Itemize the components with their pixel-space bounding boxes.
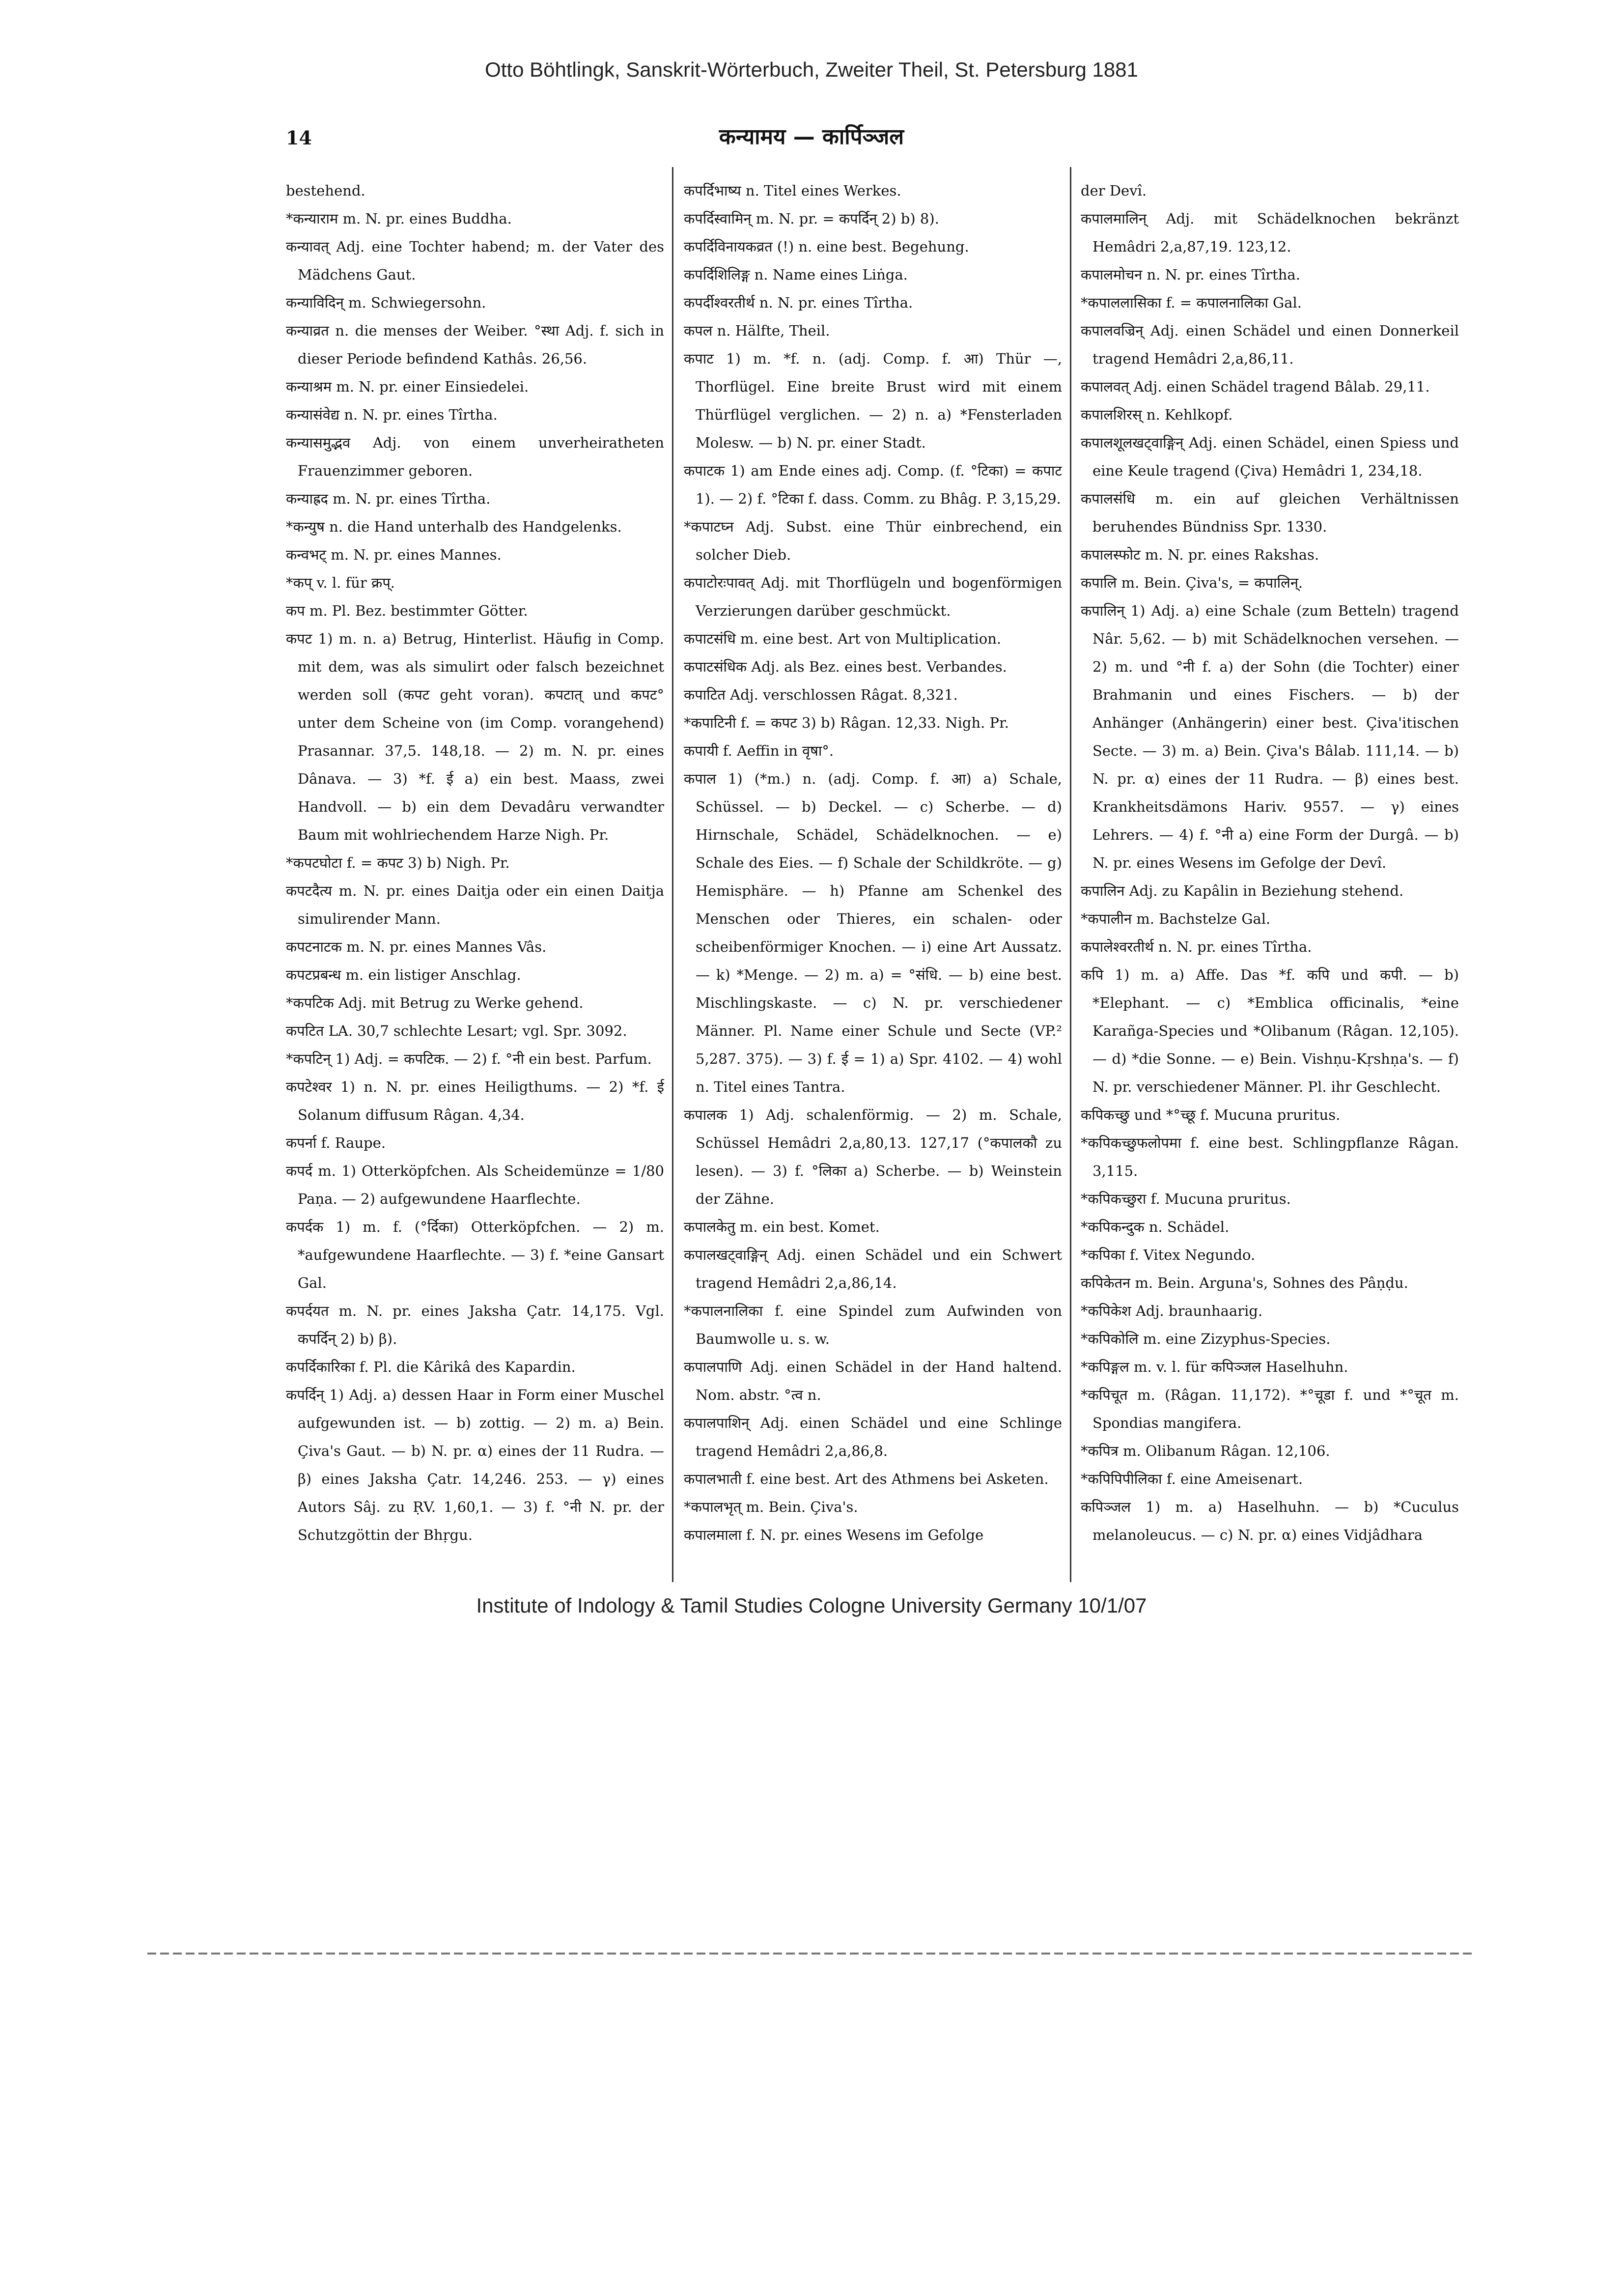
dictionary-entry: कपर्दीश्वरतीर्थ n. N. pr. eines Tîrtha. [684, 294, 913, 311]
dictionary-entry: कपालस्फोट m. N. pr. eines Rakshas. [1081, 546, 1319, 563]
dictionary-entry: कपर्दिकारिका f. Pl. die Kârikâ des Kapardin. [286, 1359, 576, 1375]
footer-credit: Institute of Indology & Tamil Studies Cologne University Germany 10/1/07 [476, 1594, 1147, 1617]
dictionary-entry: कपालि m. Bein. Çiva's, = कपालिन्. [1081, 574, 1303, 591]
dictionary-entry: कप m. Pl. Bez. bestimmter Götter. [286, 602, 528, 619]
dictionary-entry: कपटित LA. 30,7 schlechte Lesart; vgl. Spr. 3092. [286, 1022, 627, 1039]
dictionary-entry: *कपालभृत् m. Bein. Çiva's. [684, 1499, 858, 1515]
dictionary-entry: कपालवत् Adj. einen Schädel tragend Bâlab. 29,11. [1081, 378, 1430, 395]
dictionary-entry: *कपिचूत m. (Râgan. 11,172). *°चूडा f. und *°चूत m. Spondias mangifera. [1081, 1387, 1459, 1431]
dictionary-entry: कन्यासमुद्भव Adj. von einem unverheiratheten Frauenzimmer geboren. [286, 434, 664, 479]
dictionary-entry: कपट 1) m. n. a) Betrug, Hinterlist. Häufig in Comp. mit dem, was als simulirt oder falsch bezeichnet werden soll (कपट geht voran). कपटात् und कपट° unter dem Scheine von (im Comp. vorangehend) Prasannar. 37,5. 148,18. — 2) m. N. pr. eines Dânava. — 3) *f. ई a) ein best. Maass, zwei Handvoll. — b) ein dem Devadâru verwandter Baum mit wohlriechendem Harze Nigh. Pr. [286, 630, 664, 843]
dictionary-entry: कपर्दयत m. N. pr. eines Jaksha Çatr. 14,175. Vgl. कपर्दिन् 2) b) β). [286, 1303, 664, 1347]
column-divider [672, 167, 673, 1582]
dictionary-entry: कपर्द m. 1) Otterköpfchen. Als Scheidemünze = 1/80 Paṇa. — 2) aufgewundene Haarflechte. [286, 1162, 664, 1207]
dictionary-entry: *कपटिन् 1) Adj. = कपटिक. — 2) f. °नी ein best. Parfum. [286, 1050, 652, 1067]
dictionary-entry: कपालिन Adj. zu Kapâlin in Beziehung stehend. [1081, 882, 1404, 899]
dictionary-entry: *कप् v. l. für क्रप्. [286, 574, 395, 591]
dictionary-entry: *कपिपिपीलिका f. eine Ameisenart. [1081, 1471, 1303, 1487]
dictionary-entry: *कन्युष n. die Hand unterhalb des Handgelenks. [286, 518, 622, 535]
dictionary-entry: कपर्दिभाष्य n. Titel eines Werkes. [684, 182, 901, 199]
dictionary-entry: कपालशूलखट्वाङ्गिन् Adj. einen Schädel, einen Spiess und eine Keule tragend (Çiva) Hemâdri 1, 234,18. [1081, 434, 1459, 479]
dictionary-entry: कन्यावत् Adj. eine Tochter habend; m. der Vater des Mädchens Gaut. [286, 238, 664, 283]
scan-edge-line [147, 1953, 1474, 1955]
dictionary-entry: कपिञ्जल 1) m. a) Haselhuhn. — b) *Cuculus melanoleucus. — c) N. pr. α) eines Vidjâdhara [1081, 1499, 1459, 1543]
dictionary-entry: कपालभाती f. eine best. Art des Athmens bei Asketen. [684, 1471, 1049, 1487]
page-number: 14 [286, 127, 312, 149]
dictionary-entry: कपर्दिविनायकव्रत (!) n. eine best. Begehung. [684, 238, 969, 255]
dictionary-entry: *कपालनालिका f. eine Spindel zum Aufwinden von Baumwolle u. s. w. [684, 1303, 1062, 1347]
dictionary-entry: *कपिकेश Adj. braunhaarig. [1081, 1303, 1263, 1319]
dictionary-entry: *कपाटघ्न Adj. Subst. eine Thür einbrechend, ein solcher Dieb. [684, 518, 1062, 563]
dictionary-entry: कपालकेतु m. ein best. Komet. [684, 1219, 880, 1235]
dictionary-entry: कपायी f. Aeffin in वृषा°. [684, 742, 834, 759]
dictionary-entry: कपटप्रबन्ध m. ein listiger Anschlag. [286, 966, 521, 983]
dictionary-entry: कपालपाणि Adj. einen Schädel in der Hand haltend. Nom. abstr. °त्व n. [684, 1359, 1062, 1403]
dictionary-entry: कपालिन् 1) Adj. a) eine Schale (zum Betteln) tragend Nâr. 5,62. — b) mit Schädelknochen versehen. — 2) m. und °नी f. a) der Sohn (die Tochter) einer Brahmanin und eines Fischers. — b) der Anhänger (Anhängerin) einer best. Çiva'itischen Secte. — 3) m. a) Bein. Çiva's Bâlab. 111,14. — b) N. pr. α) eines der 11 Rudra. — β) eines best. Krankheitsdämons Hariv. 9557. — γ) eines Lehrers. — 4) f. °नी a) eine Form der Durgâ. — b) N. pr. eines Wesens im Gefolge der Devî. [1081, 602, 1459, 871]
dictionary-entry: कपाटक 1) am Ende eines adj. Comp. (f. °टिका) = कपाट 1). — 2) f. °टिका f. dass. Comm. zu Bhâg. P. 3,15,29. [684, 462, 1062, 507]
dictionary-entry: *कपिकच्छुरा f. Mucuna pruritus. [1081, 1191, 1291, 1207]
dictionary-entry: कपर्दिस्वामिन् m. N. pr. = कपर्दिन् 2) b) 8). [684, 210, 939, 227]
dictionary-entry: कपाटसंधिक Adj. als Bez. eines best. Verbandes. [684, 658, 1007, 675]
dictionary-entry: *कपिकन्दुक n. Schädel. [1081, 1219, 1230, 1235]
dictionary-entry: कपालमालिन् Adj. mit Schädelknochen bekränzt Hemâdri 2,a,87,19. 123,12. [1081, 210, 1459, 255]
dictionary-entry: *कपिङ्गल m. v. l. für कपिञ्जल Haselhuhn. [1081, 1359, 1348, 1375]
dictionary-entry: *कपटिक Adj. mit Betrug zu Werke gehend. [286, 994, 584, 1011]
dictionary-entry: कपालेश्वरतीर्थ n. N. pr. eines Tîrtha. [1081, 938, 1312, 955]
dictionary-entry: *कपिकोलि m. eine Zizyphus-Species. [1081, 1331, 1331, 1347]
dictionary-entry: कपटनाटक m. N. pr. eines Mannes Vâs. [286, 938, 547, 955]
dictionary-entry: *कपाललासिका f. = कपालनालिका Gal. [1081, 294, 1302, 311]
dictionary-entry: कपि 1) m. a) Affe. Das *f. कपि und कपी. — b) *Elephant. — c) *Emblica officinalis, *eine Karañga-Species und *Olibanum (Râgan. 12,105). — d) *die Sonne. — e) Bein. Vishṇu-Kṛshṇa's. — f) N. pr. verschiedener Männer. Pl. ihr Geschlecht. [1081, 966, 1459, 1095]
dictionary-entry: bestehend. [286, 182, 365, 199]
dictionary-entry: कपालसंधि m. ein auf gleichen Verhältnissen beruhendes Bündniss Spr. 1330. [1081, 490, 1459, 535]
column-2 [684, 177, 1062, 1592]
dictionary-entry: कपालमोचन n. N. pr. eines Tîrtha. [1081, 266, 1300, 283]
dictionary-entry: कपालवज्रिन् Adj. einen Schädel und einen Donnerkeil tragend Hemâdri 2,a,86,11. [1081, 322, 1459, 367]
dictionary-entry: कपाट 1) m. *f. n. (adj. Comp. f. आ) Thür —, Thorflügel. Eine breite Brust wird mit einem Thürflügel verglichen. — 2) n. a) *Fensterladen Molesw. — b) N. pr. einer Stadt. [684, 350, 1062, 451]
dictionary-entry: *कपालीन m. Bachstelze Gal. [1081, 910, 1271, 927]
dictionary-entry: *कपटघोटा f. = कपट 3) b) Nigh. Pr. [286, 854, 510, 871]
dictionary-entry: कपाल 1) (*m.) n. (adj. Comp. f. आ) a) Schale, Schüssel. — b) Deckel. — c) Scherbe. — d) Hirnschale, Schädel, Schädelknochen. — e) Schale des Eies. — f) Schale der Schildkröte. — g) Hemisphäre. — h) Pfanne am Schenkel des Menschen oder Thieres, ein schalen- oder scheibenförmiger Knochen. — i) eine Art Aussatz. — k) *Menge. — 2) m. a) = °संधि. — b) eine best. Mischlingskaste. — c) N. pr. verschiedener Männer. Pl. Name einer Schule und Secte (VP.² 5,287. 375). — 3) f. ई = 1) a) Spr. 4102. — 4) wohl n. Titel eines Tantra. [684, 770, 1062, 1095]
dictionary-entry: कपल n. Hälfte, Theil. [684, 322, 830, 339]
dictionary-entry: कपालशिरस् n. Kehlkopf. [1081, 406, 1233, 423]
dictionary-entry: कपालक 1) Adj. schalenförmig. — 2) m. Schale, Schüssel Hemâdri 2,a,80,13. 127,17 (°कपालकौ zu lesen). — 3) f. °लिका a) Scherbe. — b) Weinstein der Zähne. [684, 1106, 1062, 1207]
dictionary-entry: कपाटोरःपावत् Adj. mit Thorflügeln und bogenförmigen Verzierungen darüber geschmückt. [684, 574, 1062, 619]
dictionary-entry: कन्याह्रद m. N. pr. eines Tîrtha. [286, 490, 491, 507]
dictionary-entry: *कपिकच्छुफलोपमा f. eine best. Schlingpflanze Râgan. 3,115. [1081, 1134, 1459, 1179]
dictionary-entry: कपर्दक 1) m. f. (°र्दिका) Otterköpfchen. — 2) m. *aufgewundene Haarflechte. — 3) f. *eine Gansart Gal. [286, 1219, 664, 1291]
dictionary-entry: कपिकेतन m. Bein. Arguna's, Sohnes des Pâṇḍu. [1081, 1275, 1408, 1291]
dictionary-entry: कपाटसंधि m. eine best. Art von Multiplication. [684, 630, 1002, 647]
dictionary-entry: *कन्याराम m. N. pr. eines Buddha. [286, 210, 512, 227]
dictionary-entry: कन्वभट् m. N. pr. eines Mannes. [286, 546, 502, 563]
dictionary-entry: कन्याश्रम m. N. pr. einer Einsiedelei. [286, 378, 529, 395]
column-divider [1070, 167, 1071, 1582]
dictionary-entry: कपर्दिशिलिङ्ग n. Name eines Liṅga. [684, 266, 908, 283]
dictionary-entry: कपटेश्वर 1) n. N. pr. eines Heiligthums. — 2) *f. ई Solanum diffusum Râgan. 4,34. [286, 1078, 664, 1123]
dictionary-entry: कपालमाला f. N. pr. eines Wesens im Gefolge [684, 1527, 984, 1543]
column-1 [286, 177, 664, 1592]
running-head: कन्यामय — कार्पिञ्जल [719, 124, 904, 149]
dictionary-entry: *कपित्र m. Olibanum Râgan. 12,106. [1081, 1443, 1330, 1459]
dictionary-entry: कपर्दिन् 1) Adj. a) dessen Haar in Form einer Muschel aufgewunden ist. — b) zottig. — 2) m. a) Bein. Çiva's Gaut. — b) N. pr. α) eines der 11 Rudra. — β) eines Jaksha Çatr. 14,246. 253. — γ) eines Autors Sâj. zu ṚV. 1,60,1. — 3) f. °नी N. pr. der Schutzgöttin der Bhṛgu. [286, 1387, 664, 1543]
dictionary-entry: कपिकच्छु und *°च्छू f. Mucuna pruritus. [1081, 1106, 1341, 1123]
source-line: Otto Böhtlingk, Sanskrit-Wörterbuch, Zweiter Theil, St. Petersburg 1881 [485, 58, 1138, 81]
dictionary-entry: कपाटित Adj. verschlossen Râgat. 8,321. [684, 686, 958, 703]
dictionary-entry: कपालखट्वाङ्गिन् Adj. einen Schädel und ein Schwert tragend Hemâdri 2,a,86,14. [684, 1247, 1062, 1291]
dictionary-entry: कन्याव्रत n. die menses der Weiber. °स्था Adj. f. sich in dieser Periode befindend Kathâs. 26,56. [286, 322, 664, 367]
dictionary-entry: कपर्ना f. Raupe. [286, 1134, 386, 1151]
dictionary-entry: *कपाटिनी f. = कपट 3) b) Râgan. 12,33. Nigh. Pr. [684, 714, 1009, 731]
dictionary-entry: *कपिका f. Vitex Negundo. [1081, 1247, 1256, 1263]
dictionary-entry: कन्याविदिन् m. Schwiegersohn. [286, 294, 486, 311]
dictionary-entry: कपटदैत्य m. N. pr. eines Daitja oder ein einen Daitja simulirender Mann. [286, 882, 664, 927]
dictionary-entry: कपालपाशिन् Adj. einen Schädel und eine Schlinge tragend Hemâdri 2,a,86,8. [684, 1415, 1062, 1459]
dictionary-entry: der Devî. [1081, 182, 1147, 199]
column-3 [1081, 177, 1459, 1592]
dictionary-entry: कन्यासंवेद्य n. N. pr. eines Tîrtha. [286, 406, 498, 423]
